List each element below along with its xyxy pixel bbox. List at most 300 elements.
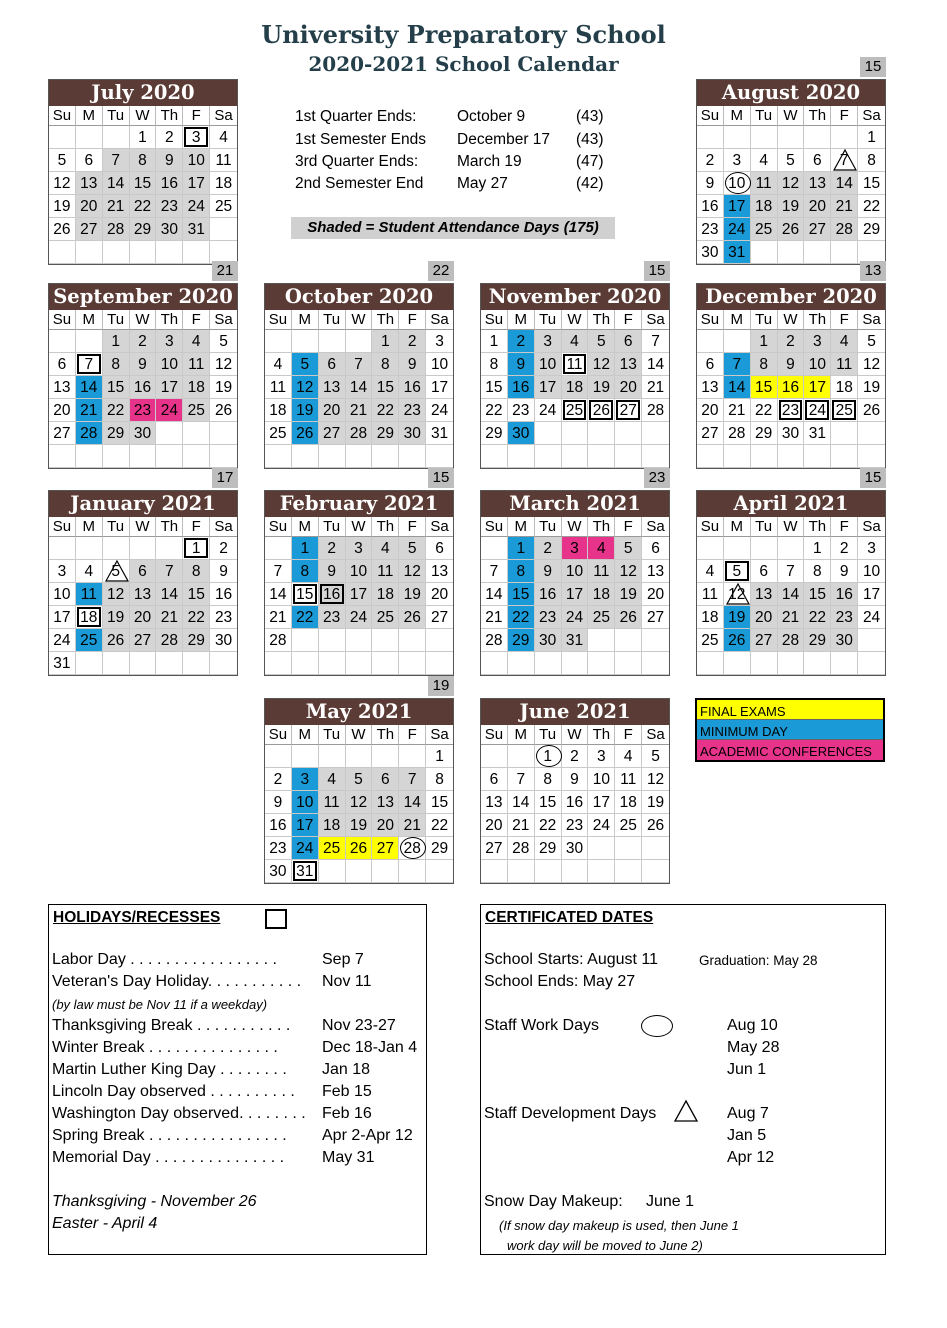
day-cell: 9 (319, 560, 346, 583)
day-cell: 18 (588, 583, 615, 606)
empty-cell (751, 241, 778, 264)
quarter-days: (47) (576, 153, 604, 170)
empty-cell (778, 652, 805, 675)
day-cell: 30 (535, 629, 562, 652)
attendance-count-badge: 23 (644, 468, 670, 488)
day-cell: 7 (508, 768, 535, 791)
day-cell: 17 (588, 791, 615, 814)
holiday-date: Nov 11 (322, 973, 372, 990)
day-cell: 30 (697, 241, 724, 264)
school-starts: School Starts: August 11 (484, 951, 659, 968)
day-cell: 13 (426, 560, 453, 583)
holiday-name: Lincoln Day observed . . . . . . . . . . (52, 1083, 295, 1100)
weekday-header: Su (481, 310, 508, 330)
day-cell: 5 (724, 560, 751, 583)
day-cell: 16 (535, 583, 562, 606)
day-cell: 5 (103, 560, 130, 583)
empty-cell (156, 422, 183, 445)
day-cell: 2 (562, 745, 589, 768)
day-cell: 22 (103, 399, 130, 422)
day-cell: 23 (778, 399, 805, 422)
weekday-header: M (292, 310, 319, 330)
weekday-header: Su (265, 310, 292, 330)
day-cell: 28 (481, 629, 508, 652)
day-cell: 13 (751, 583, 778, 606)
day-cell: 20 (804, 195, 831, 218)
day-cell: 8 (183, 560, 210, 583)
day-cell: 25 (319, 837, 346, 860)
staff-work-date: Jun 1 (727, 1061, 767, 1078)
empty-cell (831, 445, 858, 468)
day-cell: 18 (615, 791, 642, 814)
day-cell: 19 (210, 376, 237, 399)
weekday-header: Sa (426, 517, 453, 537)
day-cell: 13 (697, 376, 724, 399)
empty-cell (858, 629, 885, 652)
snow-day-label: Snow Day Makeup: (484, 1193, 623, 1210)
day-cell: 9 (562, 768, 589, 791)
empty-cell (183, 422, 210, 445)
day-cell: 21 (265, 606, 292, 629)
day-cell: 9 (399, 353, 426, 376)
attendance-count-badge: 22 (428, 261, 454, 281)
day-cell: 20 (49, 399, 76, 422)
staff-work-date: Aug 10 (727, 1017, 778, 1034)
empty-cell (778, 241, 805, 264)
empty-cell (804, 241, 831, 264)
empty-cell (292, 330, 319, 353)
day-cell: 16 (831, 583, 858, 606)
empty-cell (724, 126, 751, 149)
empty-cell (103, 126, 130, 149)
staff-work-date: May 28 (727, 1039, 780, 1056)
day-cell: 10 (588, 768, 615, 791)
day-cell: 25 (76, 629, 103, 652)
weekday-header: Su (697, 106, 724, 126)
day-cell: 18 (831, 376, 858, 399)
day-cell: 18 (372, 583, 399, 606)
weekday-header: Tu (751, 310, 778, 330)
day-cell: 17 (426, 376, 453, 399)
day-cell: 10 (535, 353, 562, 376)
weekday-header: Su (481, 725, 508, 745)
color-legend (695, 698, 885, 762)
day-cell: 27 (481, 837, 508, 860)
day-cell: 3 (858, 537, 885, 560)
day-cell: 17 (292, 814, 319, 837)
empty-cell (562, 860, 589, 883)
day-cell: 18 (265, 399, 292, 422)
day-cell: 9 (831, 560, 858, 583)
day-cell: 14 (399, 791, 426, 814)
day-cell: 3 (156, 330, 183, 353)
day-cell: 25 (210, 195, 237, 218)
legend-academic-conferences: ACADEMIC CONFERENCES (697, 740, 883, 760)
day-cell: 4 (831, 330, 858, 353)
day-cell: 29 (508, 629, 535, 652)
day-cell: 20 (751, 606, 778, 629)
day-cell: 11 (265, 376, 292, 399)
weekday-header: Sa (858, 106, 885, 126)
holiday-note: Thanksgiving - November 26 (52, 1193, 257, 1210)
day-cell: 9 (265, 791, 292, 814)
holiday-date: Sep 7 (322, 951, 364, 968)
month-title: March 2021 (481, 491, 669, 517)
empty-cell (481, 445, 508, 468)
day-cell: 24 (426, 399, 453, 422)
empty-cell (346, 745, 373, 768)
day-cell: 12 (103, 583, 130, 606)
day-cell: 9 (697, 172, 724, 195)
day-cell: 28 (642, 399, 669, 422)
weekday-header: F (831, 517, 858, 537)
quarter-label: 2nd Semester End (295, 175, 424, 192)
weekday-header: Th (588, 310, 615, 330)
day-cell: 16 (265, 814, 292, 837)
day-cell: 1 (103, 330, 130, 353)
weekday-header: W (778, 310, 805, 330)
day-cell: 12 (210, 353, 237, 376)
day-cell: 23 (562, 814, 589, 837)
weekday-header: Sa (642, 517, 669, 537)
day-cell: 25 (751, 218, 778, 241)
day-cell: 22 (751, 399, 778, 422)
day-cell: 4 (183, 330, 210, 353)
empty-cell (372, 860, 399, 883)
day-cell: 13 (481, 791, 508, 814)
day-cell: 12 (858, 353, 885, 376)
day-cell: 24 (346, 606, 373, 629)
day-cell: 1 (481, 330, 508, 353)
day-cell: 6 (49, 353, 76, 376)
day-cell: 10 (346, 560, 373, 583)
day-cell: 24 (292, 837, 319, 860)
day-cell: 24 (156, 399, 183, 422)
day-cell: 16 (399, 376, 426, 399)
day-cell: 12 (588, 353, 615, 376)
staff-dev-date: Jan 5 (727, 1127, 767, 1144)
day-cell: 22 (130, 195, 157, 218)
empty-cell (508, 860, 535, 883)
weekday-header: Sa (210, 517, 237, 537)
holiday-note: Easter - April 4 (52, 1215, 158, 1232)
month-title: June 2021 (481, 699, 669, 725)
empty-cell (481, 537, 508, 560)
day-cell: 26 (858, 399, 885, 422)
empty-cell (535, 445, 562, 468)
empty-cell (804, 126, 831, 149)
day-cell: 27 (76, 218, 103, 241)
day-cell: 6 (372, 768, 399, 791)
weekday-header: Th (156, 106, 183, 126)
weekday-header: Su (697, 310, 724, 330)
attendance-count-badge: 15 (860, 468, 886, 488)
day-cell: 16 (508, 376, 535, 399)
day-cell: 30 (831, 629, 858, 652)
empty-cell (426, 652, 453, 675)
day-cell: 14 (346, 376, 373, 399)
empty-cell (210, 218, 237, 241)
day-cell: 29 (481, 422, 508, 445)
day-cell: 12 (615, 560, 642, 583)
day-cell: 6 (426, 537, 453, 560)
day-cell: 18 (210, 172, 237, 195)
empty-cell (426, 445, 453, 468)
day-cell: 30 (562, 837, 589, 860)
day-cell: 10 (562, 560, 589, 583)
day-cell: 23 (130, 399, 157, 422)
quarter-days: (42) (576, 175, 604, 192)
empty-cell (346, 652, 373, 675)
day-cell: 8 (292, 560, 319, 583)
snow-day-note: work day will be moved to June 2) (507, 1238, 703, 1253)
day-cell: 17 (562, 583, 589, 606)
day-cell: 3 (49, 560, 76, 583)
empty-cell (265, 745, 292, 768)
day-cell: 27 (319, 422, 346, 445)
day-cell: 22 (183, 606, 210, 629)
legend-minimum-day: MINIMUM DAY (697, 720, 883, 740)
day-cell: 24 (804, 399, 831, 422)
day-cell: 24 (183, 195, 210, 218)
day-cell: 7 (265, 560, 292, 583)
day-cell: 25 (372, 606, 399, 629)
day-cell: 1 (804, 537, 831, 560)
day-cell: 26 (49, 218, 76, 241)
attendance-count-badge: 15 (644, 261, 670, 281)
month-calendar (264, 698, 454, 884)
empty-cell (292, 629, 319, 652)
weekday-header: M (76, 106, 103, 126)
day-cell: 7 (778, 560, 805, 583)
day-cell: 6 (697, 353, 724, 376)
empty-cell (130, 445, 157, 468)
day-cell: 22 (508, 606, 535, 629)
day-cell: 5 (858, 330, 885, 353)
empty-cell (804, 445, 831, 468)
month-title: July 2020 (49, 80, 237, 106)
snow-day-note: (If snow day makeup is used, then June 1 (499, 1218, 739, 1233)
staff-dev-date: Aug 7 (727, 1105, 769, 1122)
calendar-subtitle: 2020-2021 School Calendar (308, 52, 619, 76)
day-cell: 11 (183, 353, 210, 376)
attendance-count-badge: 15 (860, 57, 886, 77)
empty-cell (49, 241, 76, 264)
weekday-header: Su (481, 517, 508, 537)
day-cell: 15 (103, 376, 130, 399)
holiday-name: Winter Break . . . . . . . . . . . . . . . (52, 1039, 278, 1056)
day-cell: 21 (481, 606, 508, 629)
day-cell: 10 (426, 353, 453, 376)
day-cell: 8 (535, 768, 562, 791)
empty-cell (751, 537, 778, 560)
day-cell: 7 (156, 560, 183, 583)
weekday-header: Th (804, 310, 831, 330)
day-cell: 17 (804, 376, 831, 399)
day-cell: 19 (103, 606, 130, 629)
empty-cell (156, 445, 183, 468)
day-cell: 19 (642, 791, 669, 814)
empty-cell (831, 422, 858, 445)
month-calendar (48, 79, 238, 265)
day-cell: 11 (831, 353, 858, 376)
empty-cell (103, 537, 130, 560)
weekday-header: Sa (426, 725, 453, 745)
weekday-header: Tu (103, 517, 130, 537)
empty-cell (319, 445, 346, 468)
day-cell: 24 (858, 606, 885, 629)
day-cell: 11 (372, 560, 399, 583)
weekday-header: M (508, 517, 535, 537)
weekday-header: F (399, 310, 426, 330)
weekday-header: Su (265, 517, 292, 537)
staff-dev-days-label: Staff Development Days (484, 1105, 657, 1122)
weekday-header: Sa (642, 725, 669, 745)
quarter-date: December 17 (457, 131, 551, 148)
empty-cell (210, 422, 237, 445)
day-cell: 2 (210, 537, 237, 560)
day-cell: 26 (588, 399, 615, 422)
quarter-days: (43) (576, 108, 604, 125)
day-cell: 20 (130, 606, 157, 629)
weekday-header: Th (372, 517, 399, 537)
weekday-header: Sa (858, 517, 885, 537)
empty-cell (183, 241, 210, 264)
day-cell: 28 (76, 422, 103, 445)
day-cell: 26 (210, 399, 237, 422)
month-title: August 2020 (697, 80, 885, 106)
weekday-header: W (562, 310, 589, 330)
day-cell: 4 (210, 126, 237, 149)
day-cell: 29 (426, 837, 453, 860)
day-cell: 15 (426, 791, 453, 814)
holiday-name: Thanksgiving Break . . . . . . . . . . . (52, 1017, 291, 1034)
day-cell: 25 (183, 399, 210, 422)
empty-cell (588, 445, 615, 468)
empty-cell (588, 422, 615, 445)
weekday-header: W (130, 106, 157, 126)
empty-cell (535, 860, 562, 883)
day-cell: 16 (156, 172, 183, 195)
day-cell: 18 (562, 376, 589, 399)
empty-cell (831, 652, 858, 675)
day-cell: 13 (642, 560, 669, 583)
empty-cell (183, 445, 210, 468)
day-cell: 3 (426, 330, 453, 353)
day-cell: 16 (697, 195, 724, 218)
day-cell: 27 (615, 399, 642, 422)
day-cell: 21 (831, 195, 858, 218)
day-cell: 23 (265, 837, 292, 860)
day-cell: 23 (535, 606, 562, 629)
day-cell: 4 (697, 560, 724, 583)
day-cell: 7 (724, 353, 751, 376)
month-title: September 2020 (49, 284, 237, 310)
weekday-header: Su (49, 517, 76, 537)
month-calendar (480, 698, 670, 884)
day-cell: 22 (858, 195, 885, 218)
day-cell: 27 (372, 837, 399, 860)
day-cell: 3 (804, 330, 831, 353)
day-cell: 28 (724, 422, 751, 445)
day-cell: 21 (156, 606, 183, 629)
day-cell: 18 (319, 814, 346, 837)
day-cell: 4 (372, 537, 399, 560)
day-cell: 25 (265, 422, 292, 445)
day-cell: 15 (372, 376, 399, 399)
day-cell: 25 (562, 399, 589, 422)
day-cell: 23 (508, 399, 535, 422)
holiday-date: Feb 15 (322, 1083, 372, 1100)
empty-cell (130, 537, 157, 560)
empty-cell (426, 629, 453, 652)
weekday-header: Th (588, 517, 615, 537)
day-cell: 7 (76, 353, 103, 376)
day-cell: 7 (642, 330, 669, 353)
weekday-header: M (724, 517, 751, 537)
day-cell: 17 (183, 172, 210, 195)
month-calendar (696, 490, 886, 676)
day-cell: 1 (292, 537, 319, 560)
day-cell: 23 (697, 218, 724, 241)
weekday-header: Tu (103, 310, 130, 330)
weekday-header: F (183, 310, 210, 330)
day-cell: 30 (508, 422, 535, 445)
empty-cell (724, 652, 751, 675)
empty-cell (804, 652, 831, 675)
empty-cell (399, 445, 426, 468)
day-cell: 29 (858, 218, 885, 241)
day-cell: 25 (588, 606, 615, 629)
day-cell: 15 (481, 376, 508, 399)
day-cell: 20 (697, 399, 724, 422)
day-cell: 9 (130, 353, 157, 376)
day-cell: 29 (751, 422, 778, 445)
day-cell: 23 (831, 606, 858, 629)
weekday-header: Th (372, 310, 399, 330)
day-cell: 6 (130, 560, 157, 583)
day-cell: 7 (831, 149, 858, 172)
day-cell: 14 (831, 172, 858, 195)
day-cell: 5 (642, 745, 669, 768)
day-cell: 23 (399, 399, 426, 422)
day-cell: 7 (481, 560, 508, 583)
holidays-box (48, 904, 427, 1255)
month-calendar (696, 79, 886, 265)
empty-cell (183, 652, 210, 675)
weekday-header: W (346, 725, 373, 745)
day-cell: 28 (103, 218, 130, 241)
empty-cell (210, 652, 237, 675)
day-cell: 14 (76, 376, 103, 399)
empty-cell (49, 330, 76, 353)
empty-cell (346, 445, 373, 468)
day-cell: 15 (183, 583, 210, 606)
empty-cell (76, 330, 103, 353)
weekday-header: M (292, 725, 319, 745)
weekday-header: W (778, 106, 805, 126)
day-cell: 14 (103, 172, 130, 195)
day-cell: 9 (508, 353, 535, 376)
day-cell: 24 (724, 218, 751, 241)
attendance-count-badge: 19 (428, 676, 454, 696)
day-cell: 15 (751, 376, 778, 399)
month-calendar (264, 490, 454, 676)
day-cell: 18 (697, 606, 724, 629)
day-cell: 29 (372, 422, 399, 445)
day-cell: 8 (372, 353, 399, 376)
day-cell: 19 (49, 195, 76, 218)
